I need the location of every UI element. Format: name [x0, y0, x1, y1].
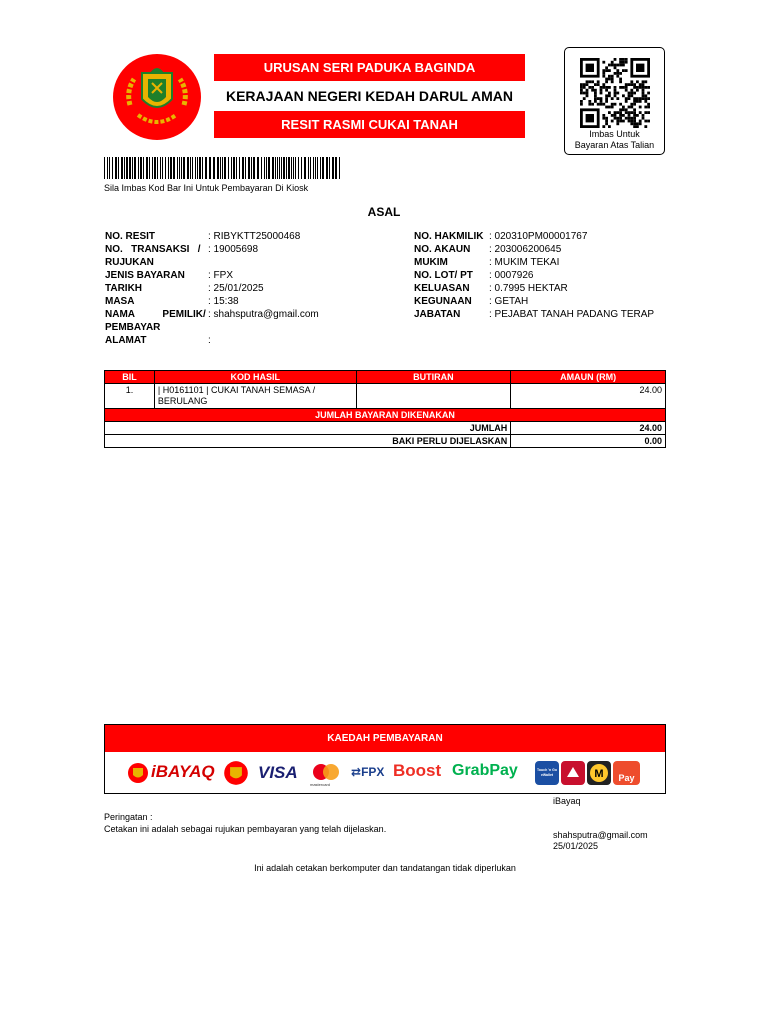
balance-label: BAKI PERLU DIJELASKAN: [105, 435, 511, 448]
qr-caption-line2: Bayaran Atas Talian: [574, 140, 655, 150]
field-row: [105, 269, 405, 282]
kedah-emblem-small-icon-2: [223, 760, 249, 786]
grabpay-logo: GrabPay: [452, 762, 518, 779]
summary-title: JUMLAH BAYARAN DIKENAKAN: [105, 409, 666, 422]
field-value: : 15:38: [208, 296, 239, 307]
field-label: MUKIM: [414, 257, 448, 268]
total-label: JUMLAH: [105, 422, 511, 435]
kedah-emblem-small-icon: [127, 762, 149, 784]
field-row: [414, 269, 674, 282]
field-label: JENIS BAYARAN: [105, 270, 185, 281]
field-label: NO. TRANSAKSI /: [105, 244, 201, 255]
field-label: NO. AKAUN: [414, 244, 471, 255]
field-row: [105, 334, 405, 347]
payment-methods-title: KAEDAH PEMBAYARAN: [105, 725, 665, 752]
field-value: : shahsputra@gmail.com: [208, 309, 319, 320]
field-label: KEGUNAAN: [414, 296, 472, 307]
kedah-emblem-logo: [112, 53, 202, 141]
field-row: [105, 282, 405, 295]
row-kod-line2: BERULANG: [157, 396, 208, 406]
visa-logo: VISA: [258, 763, 298, 782]
row-amaun: 24.00: [511, 384, 666, 409]
field-label: NO. LOT/ PT: [414, 270, 473, 281]
mastercard-icon: [311, 763, 341, 781]
field-value: : GETAH: [489, 296, 529, 307]
field-label: RUJUKAN: [105, 257, 154, 268]
maybank-icon: [587, 761, 611, 785]
field-row: [105, 256, 405, 269]
field-label: KELUASAN: [414, 283, 470, 294]
field-label: NO. HAKMILIK: [414, 231, 484, 242]
qr-caption-line1: Imbas Untuk: [589, 129, 640, 139]
field-label: NO. RESIT: [105, 231, 156, 242]
col-header-amaun: AMAUN (RM): [511, 371, 666, 384]
printed-date: 25/01/2025: [553, 841, 599, 851]
field-row: [414, 243, 674, 256]
field-row: [105, 230, 405, 243]
field-label: PEMBAYAR: [105, 322, 161, 333]
field-row: [414, 282, 674, 295]
field-row: [414, 295, 674, 308]
field-value: : 25/01/2025: [208, 283, 264, 294]
field-row: [105, 295, 405, 308]
qr-code-icon: [580, 58, 650, 128]
field-label: ALAMAT: [105, 335, 147, 346]
field-value: :: [208, 335, 211, 346]
boost-logo: Boost: [393, 761, 442, 780]
receipt-title-bar: RESIT RASMI CUKAI TANAH: [214, 111, 525, 138]
row-kod-hasil: [154, 384, 356, 409]
field-value: : RIBYKTT25000468: [208, 231, 301, 242]
field-label: NAMA PEMILIK/: [105, 309, 206, 320]
right-fields: [414, 230, 674, 321]
touch-n-go-logo: Touch 'n Go eWallet: [535, 761, 559, 785]
payment-provider: iBayaq: [553, 796, 581, 806]
shopeepay-logo: Pay: [613, 761, 640, 785]
field-label: MASA: [105, 296, 135, 307]
payment-methods-panel: [104, 724, 666, 794]
field-value: : 0.7995 HEKTAR: [489, 283, 568, 294]
field-row: [105, 321, 405, 334]
table-row: [105, 384, 666, 409]
total-value: 24.00: [511, 422, 666, 435]
balance-value: 0.00: [511, 435, 666, 448]
col-header-butiran: BUTIRAN: [356, 371, 511, 384]
col-header-kod-hasil: KOD HASIL: [154, 371, 356, 384]
field-row: [414, 230, 674, 243]
row-bil: 1.: [105, 384, 155, 409]
field-row: [414, 308, 674, 321]
state-government-title: KERAJAAN NEGERI KEDAH DARUL AMAN: [225, 88, 513, 104]
field-row: [414, 256, 674, 269]
barcode-instruction: Sila Imbas Kod Bar Ini Untuk Pembayaran Di Kiosk: [104, 183, 309, 193]
warning-title: Peringatan :: [104, 812, 153, 822]
qr-code-box[interactable]: [564, 47, 665, 155]
ibayaq-logo: iBAYAQ: [151, 762, 215, 781]
header-title-bar: URUSAN SERI PADUKA BAGINDA: [214, 54, 525, 81]
field-value: : PEJABAT TANAH PADANG TERAP: [489, 309, 655, 320]
field-row: [105, 308, 405, 321]
fpx-arrow-icon: ⇄: [351, 765, 362, 779]
field-value: : 203006200645: [489, 244, 562, 255]
field-value: : 0007926: [489, 270, 534, 281]
field-value: : FPX: [208, 270, 234, 281]
computer-generated-note: Ini adalah cetakan berkomputer dan tandatangan tidak diperlukan: [254, 863, 516, 873]
fpx-logo: ⇄FPX: [351, 765, 385, 779]
field-value: : 020310PM00001767: [489, 231, 588, 242]
bank-app-icon: [561, 761, 585, 785]
field-row: [105, 243, 405, 256]
field-label: JABATAN: [414, 309, 461, 320]
field-value: : 19005698: [208, 244, 259, 255]
row-kod-line1: | H0161101 | CUKAI TANAH SEMASA /: [157, 385, 316, 395]
copy-label: ASAL: [367, 205, 401, 219]
row-butiran: [356, 384, 511, 409]
col-header-bil: BIL: [105, 371, 155, 384]
warning-text: Cetakan ini adalah sebagai rujukan pembayaran yang telah dijelaskan.: [104, 824, 387, 834]
left-fields: [105, 230, 405, 347]
payment-items-table: [104, 370, 666, 448]
mastercard-label: mastercard: [310, 782, 331, 787]
field-value: : MUKIM TEKAI: [489, 257, 560, 268]
svg-text:M: M: [594, 768, 604, 780]
field-label: TARIKH: [105, 283, 143, 294]
kiosk-barcode: [104, 157, 340, 179]
printed-by-email: shahsputra@gmail.com: [553, 830, 648, 840]
